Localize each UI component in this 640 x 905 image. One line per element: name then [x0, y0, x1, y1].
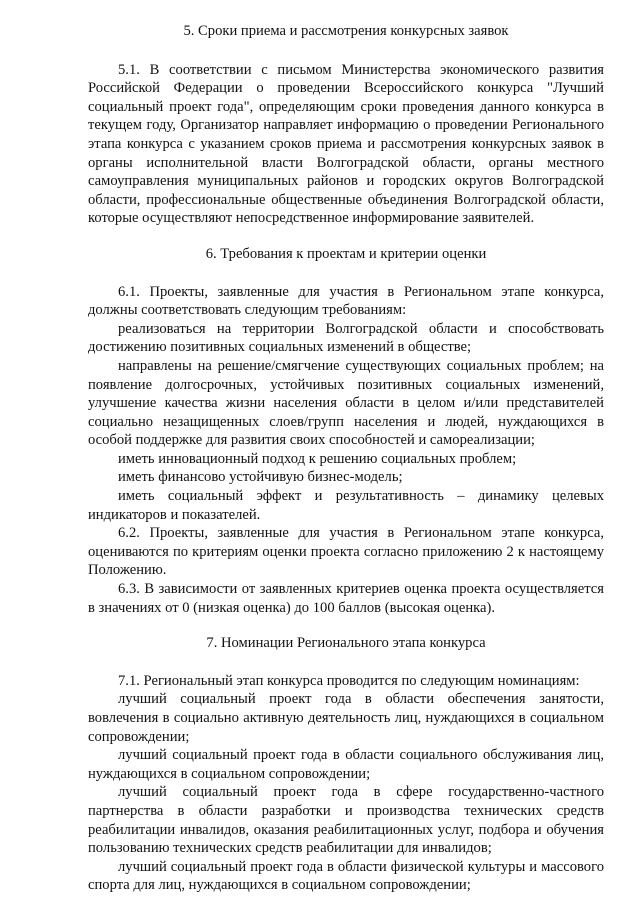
nomination-employment: лучший социальный проект года в области обеспечения занятости, вовлечения в социально активную деятельность лиц, нуждающихся в социальном сопровождении; [88, 691, 604, 745]
paragraph-6-2: 6.2. Проекты, заявленные для участия в Региональном этапе конкурса, оцениваются по критериям оценки проекта согласно приложению 2 к настоящему Положению. [88, 525, 604, 579]
nomination-public-private-partnership: лучший социальный проект года в сфере государственно-частного партнерства в области разработки и производства технических средств реабилитации инвалидов, оказания реабилитационных услуг, подбора и обучения пользованию технических средств реабилитации для инвалидов; [88, 784, 604, 857]
section-7-heading: 7. Номинации Регионального этапа конкурса [206, 635, 486, 652]
paragraph-6-3: 6.3. В зависимости от заявленных критериев оценка проекта осуществляется в значениях от 0 (низкая оценка) до 100 баллов (высокая оценка). [88, 581, 604, 616]
paragraph-6-1: 6.1. Проекты, заявленные для участия в Региональном этапе конкурса, должны соответствовать следующим требованиям: [88, 283, 604, 319]
section-6-heading: 6. Требования к проектам и критерии оценки [205, 245, 487, 262]
requirement-business-model: иметь финансово устойчивую бизнес-модель; [118, 469, 403, 486]
nomination-social-service: лучший социальный проект года в области социального обслуживания лиц, нуждающихся в социальном сопровождении; [88, 747, 604, 782]
document-page [88, 22, 604, 895]
requirement-innovation: иметь инновационный подход к решению социальных проблем; [118, 450, 517, 467]
requirement-social-problems: направлены на решение/смягчение существующих социальных проблем; на появление долгосрочных, устойчивых позитивных социальных изменений, улучшение качества жизни населения области в целом и/или представителей социально незащищенных слоев/групп населения и людей, нуждающихся в особой поддержке для развития своих способностей и самореализации; [88, 357, 604, 449]
requirement-social-effect: иметь социальный эффект и результативность – динамику целевых индикаторов и показателей. [88, 488, 604, 523]
paragraph-7-1: 7.1. Региональный этап конкурса проводится по следующим номинациям: [118, 672, 580, 689]
requirement-territory: реализоваться на территории Волгоградской области и способствовать достижению позитивных социальных изменений в обществе; [88, 320, 604, 356]
paragraph-5-1: 5.1. В соответствии с письмом Министерства экономического развития Российской Федерации о проведении Всероссийского конкурса "Лучший социальный проект года", определяющим сроки проведения данного конкурса в текущем году, Организатор направляет информацию о проведении Регионального этапа конкурса с указанием сроков приема и рассмотрения конкурсных заявок в органы исполнительной власти Волгоградской области, органы местного самоуправления муниципальных районов и городских округов Волгоградской области, профессиональные общественные объединения Волгоградской области, которые осуществляют непосредственное информирование заявителей. [88, 61, 604, 227]
section-5-heading: 5. Сроки приема и рассмотрения конкурсных заявок [183, 23, 509, 39]
nomination-sport: лучший социальный проект года в области физической культуры и массового спорта для лиц, нуждающихся в социальном сопровождении; [88, 858, 604, 894]
